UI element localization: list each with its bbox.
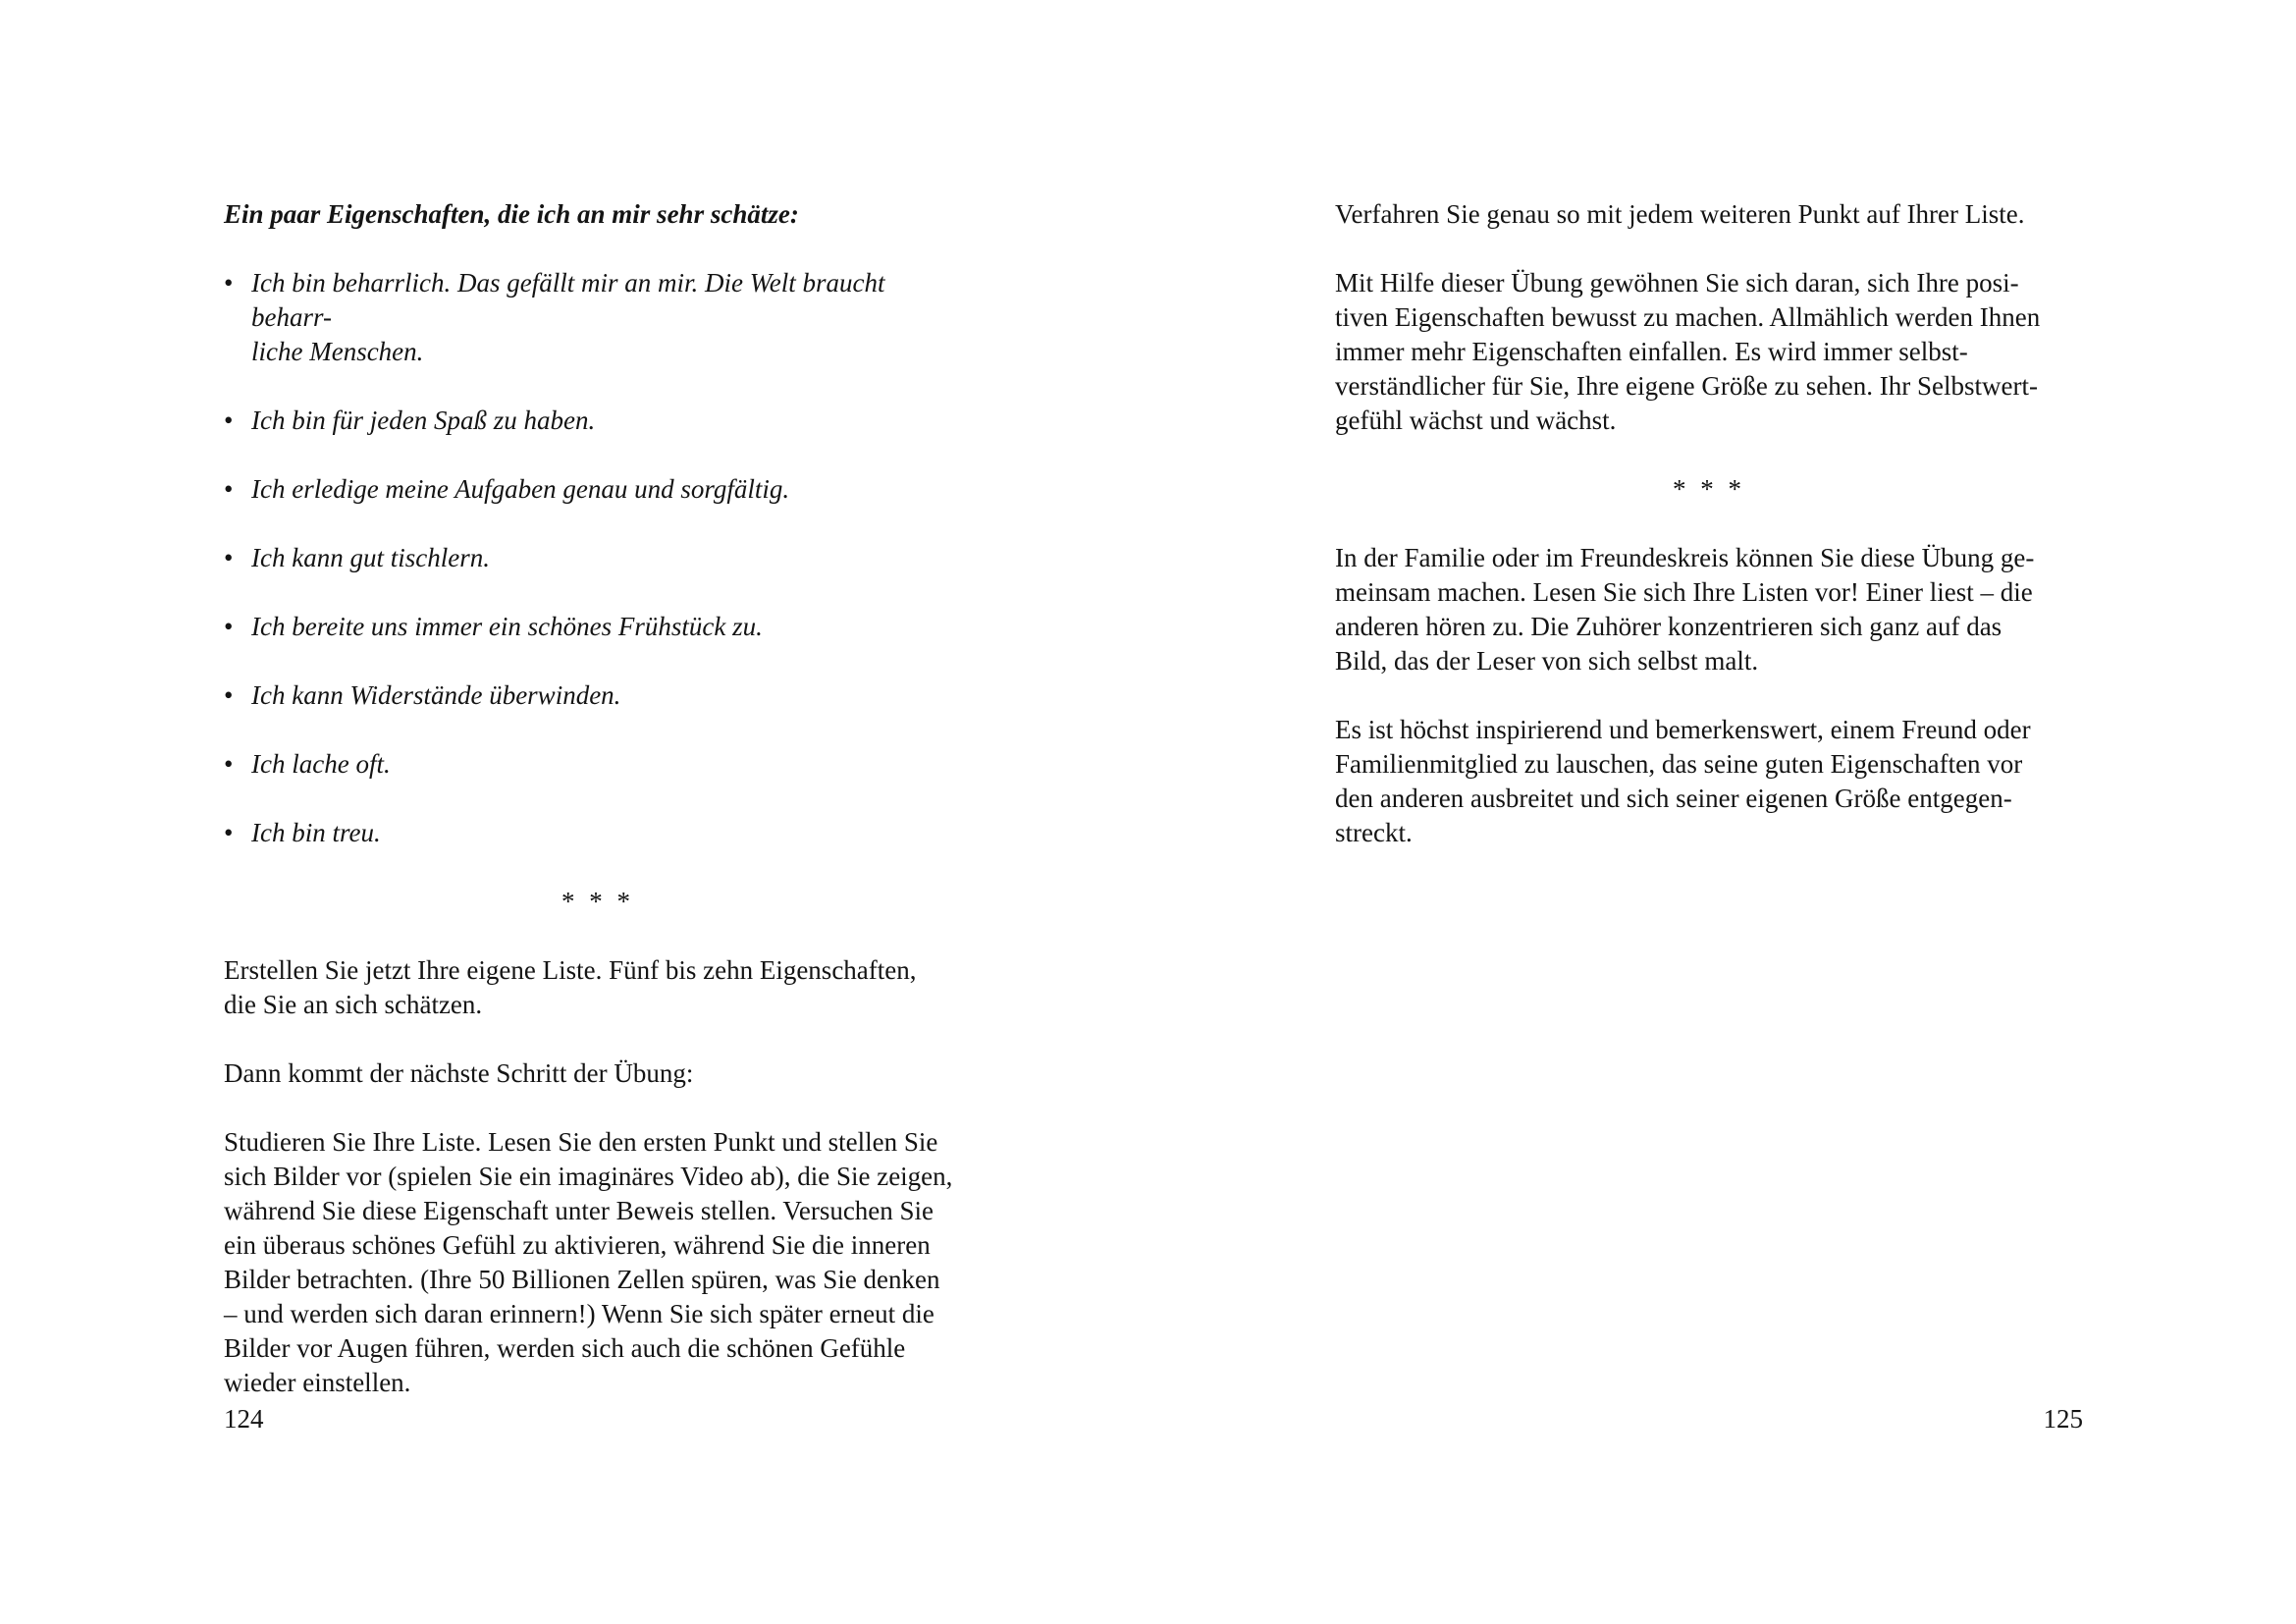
bullet-icon: • (224, 474, 234, 504)
qualities-list (224, 266, 972, 850)
section-separator: * * * (1673, 474, 1745, 504)
paragraph-line: anderen hören zu. Die Zuhörer konzentrieren sich ganz auf das (1335, 612, 2002, 641)
paragraph-line: Bild, das der Leser von sich selbst malt. (1335, 646, 1759, 676)
list-item (224, 816, 972, 850)
list-item (224, 472, 972, 507)
bullet-icon: • (224, 749, 234, 779)
list-item-line: Ich bereite uns immer ein schönes Frühstück zu. (251, 612, 763, 641)
paragraph-line: – und werden sich daran erinnern!) Wenn Sie sich später erneut die (224, 1299, 934, 1328)
paragraph-line: Verfahren Sie genau so mit jedem weiteren Punkt auf Ihrer Liste. (1335, 199, 2025, 229)
list-item (224, 678, 972, 713)
right-page (1148, 0, 2296, 1624)
paragraph-line: ein überaus schönes Gefühl zu aktivieren, während Sie die inneren (224, 1230, 931, 1260)
list-item-line: Ich bin beharrlich. Das gefällt mir an mir. Die Welt braucht beharr- (251, 268, 885, 332)
paragraph-line: meinsam machen. Lesen Sie sich Ihre Listen vor! Einer liest – die (1335, 577, 2033, 607)
paragraph (1335, 541, 2083, 678)
page-number-left: 124 (224, 1404, 264, 1434)
page-number-right: 125 (2043, 1404, 2083, 1434)
bullet-icon: • (224, 406, 234, 435)
paragraph-line: Es ist höchst inspirierend und bemerkenswert, einem Freund oder (1335, 715, 2031, 744)
bullet-icon: • (224, 268, 234, 298)
list-item-line: Ich bin für jeden Spaß zu haben. (251, 406, 596, 435)
paragraph-line: streckt. (1335, 818, 1413, 847)
paragraph-line: Studieren Sie Ihre Liste. Lesen Sie den ersten Punkt und stellen Sie (224, 1127, 938, 1157)
list-item-line: Ich kann Widerstände überwinden. (251, 680, 621, 710)
paragraph-line: In der Familie oder im Freundeskreis können Sie diese Übung ge- (1335, 543, 2035, 572)
list-item-line: liche Menschen. (251, 337, 424, 366)
qualities-heading: Ein paar Eigenschaften, die ich an mir sehr schätze: (224, 199, 799, 229)
list-item (224, 747, 972, 782)
list-item-line: Ich erledige meine Aufgaben genau und sorgfältig. (251, 474, 790, 504)
right-text-column (1335, 197, 2083, 850)
paragraph-line: gefühl wächst und wächst. (1335, 406, 1617, 435)
paragraph (1335, 713, 2083, 850)
paragraph-line: wieder einstellen. (224, 1368, 411, 1397)
left-text-column (224, 197, 972, 1400)
list-item (224, 266, 972, 369)
paragraph-line: Dann kommt der nächste Schritt der Übung: (224, 1058, 694, 1088)
paragraph-line: während Sie diese Eigenschaft unter Beweis stellen. Versuchen Sie (224, 1196, 934, 1225)
bullet-icon: • (224, 818, 234, 847)
bullet-icon: • (224, 680, 234, 710)
paragraph (224, 1056, 972, 1091)
section-separator: * * * (561, 887, 634, 916)
list-item-line: Ich lache oft. (251, 749, 391, 779)
paragraph-line: Bilder betrachten. (Ihre 50 Billionen Zellen spüren, was Sie denken (224, 1265, 940, 1294)
paragraph (1335, 266, 2083, 438)
list-item-line: Ich kann gut tischlern. (251, 543, 490, 572)
paragraph-line: die Sie an sich schätzen. (224, 990, 483, 1019)
paragraph (224, 953, 972, 1022)
list-item (224, 610, 972, 644)
bullet-icon: • (224, 543, 234, 572)
paragraph-line: den anderen ausbreitet und sich seiner eigenen Größe entgegen- (1335, 784, 2012, 813)
paragraph-line: sich Bilder vor (spielen Sie ein imaginäres Video ab), die Sie zeigen, (224, 1162, 953, 1191)
list-item (224, 541, 972, 575)
paragraph (1335, 197, 2083, 232)
paragraph-line: Mit Hilfe dieser Übung gewöhnen Sie sich daran, sich Ihre posi- (1335, 268, 2019, 298)
paragraph (224, 1125, 972, 1400)
bullet-icon: • (224, 612, 234, 641)
paragraph-line: verständlicher für Sie, Ihre eigene Größe zu sehen. Ihr Selbstwert- (1335, 371, 2038, 401)
paragraph-line: Erstellen Sie jetzt Ihre eigene Liste. Fünf bis zehn Eigenschaften, (224, 955, 917, 985)
paragraph-line: Familienmitglied zu lauschen, das seine guten Eigenschaften vor (1335, 749, 2023, 779)
paragraph-line: immer mehr Eigenschaften einfallen. Es wird immer selbst- (1335, 337, 1968, 366)
list-item (224, 404, 972, 438)
paragraph-line: Bilder vor Augen führen, werden sich auch die schönen Gefühle (224, 1333, 906, 1363)
paragraph-line: tiven Eigenschaften bewusst zu machen. Allmählich werden Ihnen (1335, 302, 2041, 332)
list-item-line: Ich bin treu. (251, 818, 381, 847)
